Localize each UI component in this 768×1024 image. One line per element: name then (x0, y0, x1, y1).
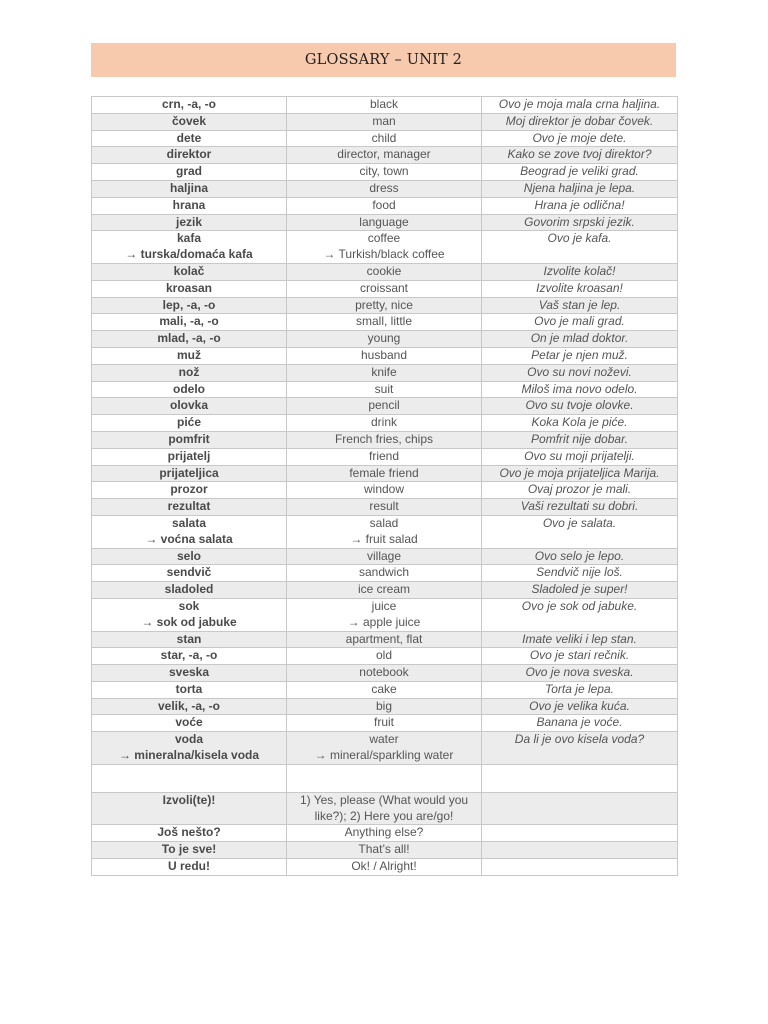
serbian-term (92, 113, 287, 130)
english-meaning (287, 331, 482, 348)
table-row (92, 231, 678, 264)
english-meaning (287, 598, 482, 631)
example-sentence: Govorim srpski jezik. (482, 214, 678, 231)
english-meaning-line: pencil (368, 398, 400, 413)
serbian-term-line: hrana (172, 197, 206, 212)
serbian-term (92, 715, 287, 732)
english-meaning (287, 415, 482, 432)
english-meaning-line: apartment, flat (345, 631, 423, 646)
english-meaning (287, 631, 482, 648)
serbian-term-line: jezik (175, 214, 202, 229)
serbian-term (92, 792, 287, 825)
serbian-term (92, 648, 287, 665)
table-row (92, 263, 678, 280)
english-meaning (287, 231, 482, 264)
serbian-term-line: sendvič (166, 565, 212, 580)
serbian-term-line: lep, -a, -o (162, 297, 216, 312)
table-row (92, 364, 678, 381)
example-sentence: Izvolite kroasan! (482, 280, 678, 297)
english-meaning-line: director, manager (337, 147, 431, 162)
english-meaning (287, 347, 482, 364)
english-meaning-line: sandwich (358, 565, 410, 580)
example-sentence: Beograd je veliki grad. (482, 164, 678, 181)
example-sentence: Vaši rezultati su dobri. (482, 499, 678, 516)
table-row (92, 415, 678, 432)
serbian-term-line: mali, -a, -o (159, 314, 219, 329)
serbian-term-line: prozor (170, 482, 208, 497)
table-row (92, 381, 678, 398)
english-meaning (287, 715, 482, 732)
empty-cell (287, 764, 482, 792)
english-meaning (287, 565, 482, 582)
serbian-term (92, 180, 287, 197)
english-meaning-line: husband (360, 347, 408, 362)
table-row (92, 280, 678, 297)
english-meaning (287, 499, 482, 516)
table-row (92, 792, 678, 825)
serbian-term (92, 732, 287, 765)
serbian-term (92, 214, 287, 231)
english-meaning-line: like?); 2) Here you are/go! (314, 808, 454, 823)
example-sentence (482, 842, 678, 859)
example-sentence: Sladoled je super! (482, 582, 678, 599)
table-row (92, 97, 678, 114)
table-row (92, 859, 678, 876)
english-meaning-line: language (359, 214, 409, 229)
english-meaning-line: old (375, 648, 392, 663)
table-row (92, 297, 678, 314)
table-row (92, 347, 678, 364)
example-sentence: Ovo je moja mala crna haljina. (482, 97, 678, 114)
serbian-term-line: piće (176, 415, 201, 430)
example-sentence: Kako se zove tvoj direktor? (482, 147, 678, 164)
table-row (92, 715, 678, 732)
serbian-term (92, 297, 287, 314)
example-sentence (482, 859, 678, 876)
table-row (92, 147, 678, 164)
serbian-term (92, 431, 287, 448)
english-meaning-line: drink (370, 415, 397, 430)
glossary-title-text: GLOSSARY – UNIT 2 (304, 52, 463, 68)
table-row (92, 113, 678, 130)
serbian-term (92, 842, 287, 859)
english-meaning (287, 482, 482, 499)
serbian-term (92, 331, 287, 348)
english-meaning-line: window (363, 482, 405, 497)
serbian-term (92, 130, 287, 147)
example-sentence: Banana je voće. (482, 715, 678, 732)
example-sentence: Ovo je kafa. (482, 231, 678, 264)
serbian-term (92, 598, 287, 631)
example-sentence (482, 825, 678, 842)
serbian-term (92, 197, 287, 214)
english-meaning (287, 448, 482, 465)
english-meaning-line: French fries, chips (334, 431, 434, 446)
english-meaning (287, 113, 482, 130)
serbian-term (92, 515, 287, 548)
example-sentence: Ovaj prozor je mali. (482, 482, 678, 499)
serbian-term (92, 415, 287, 432)
serbian-term (92, 364, 287, 381)
english-meaning (287, 297, 482, 314)
english-meaning-line: → fruit salad (350, 531, 418, 546)
example-sentence: Ovo su novi noževi. (482, 364, 678, 381)
example-sentence: Koka Kola je piće. (482, 415, 678, 432)
serbian-term (92, 482, 287, 499)
serbian-term (92, 263, 287, 280)
serbian-term-line: U redu! (168, 859, 210, 874)
serbian-term (92, 164, 287, 181)
example-sentence: Pomfrit nije dobar. (482, 431, 678, 448)
serbian-term (92, 825, 287, 842)
example-sentence: Hrana je odlična! (482, 197, 678, 214)
english-meaning (287, 197, 482, 214)
english-meaning (287, 665, 482, 682)
english-meaning (287, 180, 482, 197)
english-meaning (287, 214, 482, 231)
serbian-term-line: odelo (173, 381, 205, 396)
english-meaning-line: juice (371, 598, 397, 613)
table-row (92, 214, 678, 231)
serbian-term (92, 499, 287, 516)
serbian-term-line: kolač (173, 263, 205, 278)
serbian-term-line: → mineralna/kisela voda (118, 748, 260, 763)
english-meaning (287, 398, 482, 415)
example-sentence: Ovo selo je lepo. (482, 548, 678, 565)
table-row (92, 825, 678, 842)
english-meaning (287, 859, 482, 876)
english-meaning (287, 648, 482, 665)
table-row (92, 842, 678, 859)
table-row (92, 515, 678, 548)
table-row (92, 180, 678, 197)
english-meaning-line: That’s all! (358, 842, 410, 857)
english-meaning (287, 364, 482, 381)
english-meaning-line: pretty, nice (355, 297, 413, 312)
serbian-term-line: voda (174, 732, 203, 747)
serbian-term-line: → sok od jabuke (141, 614, 237, 629)
serbian-term-line: čovek (171, 113, 207, 128)
table-row (92, 431, 678, 448)
serbian-term-line: voće (175, 715, 203, 730)
serbian-term (92, 398, 287, 415)
serbian-term-line: nož (178, 364, 200, 379)
english-meaning-line: ice cream (357, 582, 410, 597)
table-row (92, 465, 678, 482)
english-meaning (287, 548, 482, 565)
serbian-term-line: kafa (176, 231, 202, 246)
serbian-term-line: → turska/domaća kafa (125, 247, 253, 262)
english-meaning (287, 147, 482, 164)
serbian-term (92, 97, 287, 114)
example-sentence: Vaš stan je lep. (482, 297, 678, 314)
serbian-term-line: sveska (168, 665, 210, 680)
english-meaning-line: city, town (359, 164, 409, 179)
serbian-term-line: star, -a, -o (160, 648, 218, 663)
serbian-term-line: pomfrit (168, 431, 210, 446)
serbian-term-line: grad (175, 164, 202, 179)
serbian-term (92, 465, 287, 482)
empty-cell (92, 764, 287, 792)
serbian-term (92, 698, 287, 715)
serbian-term-line: prijateljica (159, 465, 219, 480)
serbian-term-line: olovka (169, 398, 208, 413)
serbian-term (92, 548, 287, 565)
english-meaning-line: croissant (359, 280, 409, 295)
serbian-term-line: Još nešto? (157, 825, 221, 840)
serbian-term-line: rezultat (167, 499, 211, 514)
english-meaning-line: notebook (359, 665, 409, 680)
example-sentence: Imate veliki i lep stan. (482, 631, 678, 648)
english-meaning (287, 515, 482, 548)
example-sentence: Ovo je moja prijateljica Marija. (482, 465, 678, 482)
serbian-term (92, 665, 287, 682)
english-meaning-line: coffee (367, 231, 401, 246)
english-meaning (287, 825, 482, 842)
serbian-term (92, 231, 287, 264)
table-row (92, 448, 678, 465)
serbian-term-line: mlad, -a, -o (157, 331, 221, 346)
serbian-term-line: torta (175, 681, 203, 696)
table-row (92, 698, 678, 715)
serbian-term-line: salata (171, 515, 207, 530)
glossary-table (91, 96, 678, 876)
serbian-term-line: dete (176, 130, 202, 145)
english-meaning-line: 1) Yes, please (What would you (299, 792, 469, 807)
english-meaning (287, 681, 482, 698)
example-sentence: Ovo su tvoje olovke. (482, 398, 678, 415)
english-meaning-line: → Turkish/black coffee (323, 247, 445, 262)
english-meaning-line: food (372, 197, 396, 212)
english-meaning-line: → mineral/sparkling water (314, 748, 454, 763)
english-meaning-line: cake (371, 681, 397, 696)
english-meaning (287, 97, 482, 114)
table-row (92, 197, 678, 214)
example-sentence: Ovo je mali grad. (482, 314, 678, 331)
table-row (92, 582, 678, 599)
english-meaning (287, 465, 482, 482)
english-meaning (287, 792, 482, 825)
english-meaning-line: friend (368, 448, 400, 463)
serbian-term (92, 565, 287, 582)
empty-cell (482, 764, 678, 792)
serbian-term (92, 448, 287, 465)
serbian-term-line: crn, -a, -o (161, 97, 216, 111)
example-sentence: Ovo je stari rečnik. (482, 648, 678, 665)
example-sentence: Ovo je salata. (482, 515, 678, 548)
serbian-term (92, 381, 287, 398)
table-row (92, 314, 678, 331)
serbian-term-line: kroasan (165, 280, 213, 295)
english-meaning-line: child (371, 130, 397, 145)
english-meaning-line: fruit (373, 715, 394, 730)
english-meaning (287, 280, 482, 297)
example-sentence: Njena haljina je lepa. (482, 180, 678, 197)
english-meaning (287, 582, 482, 599)
table-row (92, 598, 678, 631)
serbian-term (92, 681, 287, 698)
serbian-term (92, 314, 287, 331)
english-meaning-line: female friend (349, 465, 419, 480)
table-row (92, 681, 678, 698)
example-sentence: Sendvič nije loš. (482, 565, 678, 582)
english-meaning (287, 164, 482, 181)
table-row (92, 499, 678, 516)
english-meaning-line: village (366, 548, 402, 563)
table-row (92, 164, 678, 181)
serbian-term-line: selo (176, 548, 201, 563)
table-row (92, 398, 678, 415)
english-meaning-line: cookie (366, 263, 402, 278)
english-meaning (287, 842, 482, 859)
example-sentence: Miloš ima novo odelo. (482, 381, 678, 398)
serbian-term (92, 147, 287, 164)
english-meaning-line: young (367, 331, 401, 346)
serbian-term (92, 280, 287, 297)
serbian-term-line: sok (178, 598, 200, 613)
serbian-term (92, 859, 287, 876)
english-meaning-line: salad (369, 515, 399, 530)
serbian-term-line: stan (176, 631, 202, 646)
example-sentence: Da li je ovo kisela voda? (482, 732, 678, 765)
serbian-term (92, 347, 287, 364)
example-sentence: Ovo je nova sveska. (482, 665, 678, 682)
serbian-term-line: direktor (166, 147, 212, 162)
example-sentence: Ovo su moji prijatelji. (482, 448, 678, 465)
english-meaning-line: big (375, 698, 392, 713)
serbian-term-line: prijatelj (167, 448, 211, 463)
example-sentence (482, 792, 678, 825)
english-meaning-line: knife (371, 364, 397, 379)
example-sentence: Torta je lepa. (482, 681, 678, 698)
english-meaning-line: small, little (355, 314, 412, 329)
english-meaning (287, 732, 482, 765)
english-meaning-line: black (369, 97, 398, 111)
example-sentence: Ovo je sok od jabuke. (482, 598, 678, 631)
english-meaning (287, 381, 482, 398)
table-row (92, 631, 678, 648)
glossary-table-body (92, 97, 678, 876)
english-meaning-line: dress (369, 180, 399, 195)
english-meaning (287, 130, 482, 147)
serbian-term-line: velik, -a, -o (157, 698, 221, 713)
glossary-title (91, 43, 676, 77)
english-meaning (287, 314, 482, 331)
serbian-term-line: Izvoli(te)! (162, 792, 216, 807)
table-row (92, 665, 678, 682)
english-meaning-line: water (369, 732, 399, 747)
serbian-term-line: haljina (169, 180, 208, 195)
table-row (92, 130, 678, 147)
table-row (92, 648, 678, 665)
serbian-term-line: sladoled (164, 582, 214, 597)
example-sentence: Moj direktor je dobar čovek. (482, 113, 678, 130)
english-meaning-line: Anything else? (344, 825, 424, 840)
english-meaning-line: man (372, 113, 396, 128)
example-sentence: Petar je njen muž. (482, 347, 678, 364)
english-meaning-line: result (369, 499, 399, 514)
english-meaning-line: → apple juice (347, 614, 421, 629)
table-row (92, 331, 678, 348)
english-meaning-line: suit (374, 381, 394, 396)
serbian-term (92, 582, 287, 599)
table-row (92, 732, 678, 765)
example-sentence: Izvolite kolač! (482, 263, 678, 280)
serbian-term-line: muž (177, 347, 201, 362)
serbian-term (92, 631, 287, 648)
english-meaning (287, 431, 482, 448)
serbian-term-line: To je sve! (161, 842, 217, 857)
example-sentence: Ovo je moje dete. (482, 130, 678, 147)
table-row (92, 565, 678, 582)
example-sentence: On je mlad doktor. (482, 331, 678, 348)
english-meaning (287, 698, 482, 715)
english-meaning (287, 263, 482, 280)
table-row (92, 548, 678, 565)
table-row (92, 482, 678, 499)
example-sentence: Ovo je velika kuća. (482, 698, 678, 715)
serbian-term-line: → voćna salata (145, 531, 233, 546)
spacer-row (92, 764, 678, 792)
english-meaning-line: Ok! / Alright! (351, 859, 417, 874)
